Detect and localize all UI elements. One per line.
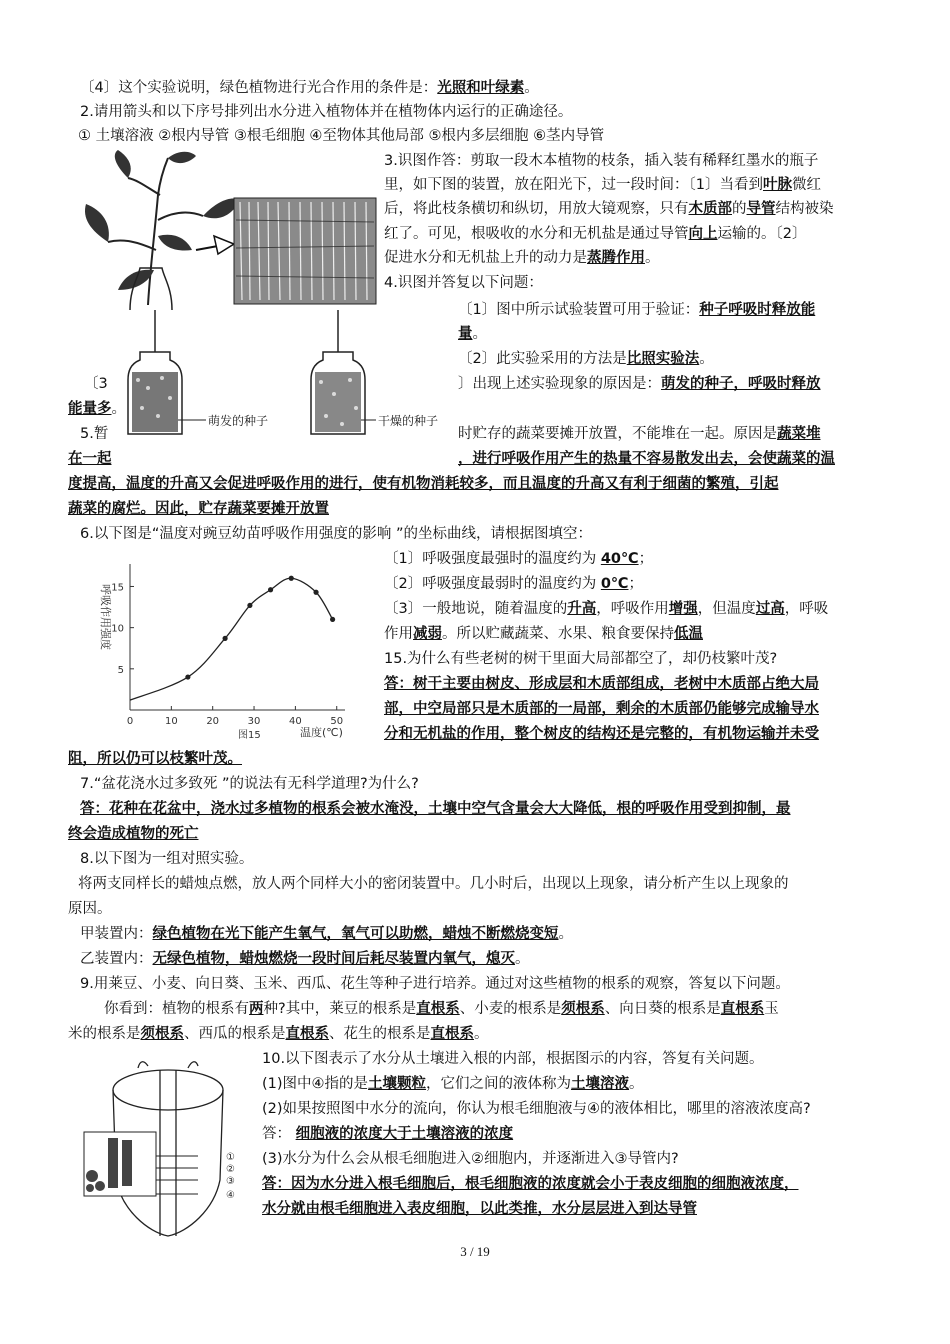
answer-text: 种子呼吸时释放能 [699,302,816,318]
question-9 [80,972,790,996]
text-segment: 时贮存的蔬菜要摊开放置，不能堆在一起。原因是 [458,426,777,442]
text-segment: 答： [262,1126,296,1142]
seed-bottles-figure [118,308,458,443]
text-line [68,1022,489,1046]
text-line [68,747,242,771]
text-segment: 将两支同样长的蜡烛点燃，放人两个同样大小的密闭装置中。几小时后，出现以上现象，请分析产生以上现象的 [78,876,789,892]
answer-text: 蒸腾作用 [587,250,645,266]
text-segment: 。 [474,1026,489,1042]
text-segment: ，呼吸 [784,601,829,617]
answer-text: 低温 [674,626,703,642]
root-absorption-figure [78,1060,258,1240]
question-4 [384,271,543,295]
data-point [268,587,273,592]
text-segment: 。 [472,326,487,342]
text-line [262,1172,799,1196]
text-segment: 〔2〕呼吸强度最弱时的温度约为 [384,576,601,592]
text-line [78,872,789,896]
question-3 [384,149,818,173]
answer-text: 直根系 [416,1001,460,1017]
text-line [458,347,714,371]
text-segment: 甲装置内： [80,926,153,942]
text-line [80,76,539,100]
text-line [458,422,821,446]
text-segment: 6.以下图是“温度对豌豆幼苗呼吸作用强度的影响 ”的坐标曲线，请根据图填空： [80,526,592,542]
x-tick-label: 30 [247,716,261,727]
text-segment: ，呼吸作用 [596,601,669,617]
root-label-4: ④ [226,1190,235,1201]
answer-text: 40℃ [600,551,639,567]
x-tick-label: 10 [164,716,178,727]
answer-text: 过高 [755,601,785,617]
answer-text: 蔬菜堆 [777,426,821,442]
answer-text: 须根系 [140,1026,184,1042]
text-segment: 。 [558,926,573,942]
label-dry-seed: 干燥的种子 [378,414,439,428]
text-segment: 乙装置内： [80,951,153,967]
text-line [80,797,791,821]
text-segment: 〔3〕一般地说，随着温度的 [384,601,568,617]
text-line [384,722,819,746]
answer-text: 终会造成植物的死亡 [68,826,199,842]
answer-text: 土壤溶液 [571,1076,630,1092]
text-line [458,298,815,322]
text-line [68,897,112,921]
answer-text: 在一起 [68,451,112,467]
text-segment: 微红 [791,177,821,193]
answer-text: 萌发的种子，呼吸时释放 [661,376,821,392]
question-6 [80,522,592,546]
text-line [68,447,112,471]
answer-text: 绿色植物在光下能产生氧气，氧气可以助燃，蜡烛不断燃烧变短 [152,926,559,942]
x-tick-label: 0 [126,716,134,727]
text-segment: 玉 [764,1001,779,1017]
text-segment: 〔1〕呼吸强度最强时的温度约为 [384,551,601,567]
text-line [384,197,834,221]
text-segment: (2)如果按照图中水分的流向，你认为根毛细胞液与④的液体相比，哪里的溶液浓度高? [262,1101,811,1117]
text-segment: 、花生的根系是 [329,1026,431,1042]
answer-text: 0℃ [600,576,629,592]
answer-text: 答：花种在花盆中，浇水过多植物的根系会被水淹没，土壤中空气含量会大大降低，根的呼吸作用受到抑制，最 [80,801,791,817]
text-segment: 。所以贮藏蔬菜、水果、粮食要保持 [442,626,674,642]
question-7 [80,772,419,796]
answer-text: 光照和叶绿素 [437,80,525,96]
answer-text: 木质部 [688,201,732,217]
text-line [384,246,660,270]
x-tick-label: 50 [330,716,344,727]
text-segment: ； [638,551,654,567]
answer-text: 向上 [688,226,718,242]
text-segment: 、西瓜的根系是 [184,1026,286,1042]
text-line [384,597,828,621]
text-segment: 。 [111,401,126,417]
text-line [384,222,806,246]
text-segment: 3.识图作答：剪取一段木本植物的枝条，插入装有稀释红墨水的瓶子 [384,153,819,169]
branch-bottle-figure [68,150,378,310]
question-5 [80,422,108,446]
text-segment: 5.暂 [80,426,109,442]
text-segment: 7.“盆花浇水过多致死 ”的说法有无科学道理?为什么? [80,776,419,792]
data-point [330,617,335,622]
text-segment: 、向日葵的根系是 [604,1001,721,1017]
text-line [458,322,487,346]
data-point [185,674,190,679]
text-segment: 。 [645,250,660,266]
text-segment: 运输的。〔2〕 [717,226,807,242]
text-segment: 红了。可见，根吸收的水分和无机盐是通过导管 [384,226,689,242]
figure-caption: 图15 [238,730,261,741]
answer-text: 比照实验法 [626,351,700,367]
text-segment: 〕出现上述实验现象的原因是： [458,376,661,392]
root-label-2: ② [226,1164,235,1175]
text-line [80,947,530,971]
text-segment: (1)图中④指的是 [262,1076,369,1092]
answer-text: 答：树干主要由树皮、形成层和木质部组成，老树中木质部占绝大局 [384,676,819,692]
text-segment: 9.用莱豆、小麦、向日葵、玉米、西瓜、花生等种子进行培养。通过对这些植物的根系的观察，答复以下问题。 [80,976,790,992]
text-line [458,447,835,471]
answer-text: 直根系 [430,1026,474,1042]
text-line [84,372,108,396]
text-line [384,547,653,571]
y-tick-label: 10 [111,623,124,635]
y-tick-label: 5 [117,664,124,676]
text-line [262,1122,513,1146]
answer-text: 减弱 [413,626,442,642]
text-segment: 你看到：植物的根系有 [104,1001,249,1017]
root-label-1: ① [226,1152,235,1163]
text-line [262,1072,644,1096]
text-segment: ，它们之间的液体称为 [426,1076,572,1092]
text-line [68,472,779,496]
text-line [262,1097,811,1121]
text-line [384,697,819,721]
answer-text: 蔬菜的腐烂。因此，贮存蔬菜要摊开放置 [68,501,329,517]
text-segment: ，但温度 [697,601,756,617]
series-line [130,578,333,700]
text-segment: 2.请用箭头和以下序号排列出水分进入植物体并在植物体内运行的正确途径。 [80,104,573,120]
text-segment: 。 [515,951,530,967]
x-axis-label: 温度(℃) [300,726,343,739]
question-2-options [78,124,604,148]
data-point [289,576,294,581]
text-segment: 4.识图并答复以下问题： [384,275,543,291]
answer-text: 量 [458,326,473,342]
text-segment: 促进水分和无机盐上升的动力是 [384,250,587,266]
data-point [247,603,252,608]
answer-text: 导管 [746,201,776,217]
answer-text: 增强 [668,601,698,617]
text-line [80,922,573,946]
text-segment: 。 [629,1076,644,1092]
text-segment: 〔1〕图中所示试验装置可用于验证： [458,302,700,318]
y-tick-label: 15 [111,582,124,594]
text-segment: 〔2〕此实验采用的方法是 [458,351,627,367]
text-segment: (3)水分为什么会从根毛细胞进入②细胞内，并逐渐进入③导管内? [262,1151,679,1167]
text-line [384,173,821,197]
y-axis-label: 呼吸作用强度 [99,584,112,650]
text-segment: 作用 [384,626,413,642]
text-segment: ① 土壤溶液 ②根内导管 ③根毛细胞 ④至物体其他局部 ⑤根内多层细胞 ⑥茎内导管 [78,128,605,144]
text-segment: 结构被染 [775,201,834,217]
text-segment: 。 [524,80,539,96]
text-segment: 〔4〕这个实验说明，绿色植物进行光合作用的条件是： [80,80,438,96]
text-line [458,372,821,396]
text-segment: 10.以下图表示了水分从土壤进入根的内部，根据图示的内容，答复有关问题。 [262,1051,764,1067]
answer-text: 升高 [567,601,597,617]
text-segment: 、小麦的根系是 [459,1001,562,1017]
respiration-temperature-chart [88,550,368,750]
answer-text: 分和无机盐的作用，整个树皮的结构还是完整的，有机物运输并未受 [384,726,819,742]
x-tick-label: 20 [206,716,220,727]
text-segment: 的 [732,201,747,217]
question-2 [80,100,572,124]
answer-text: 直根系 [285,1026,329,1042]
question-10 [262,1047,764,1071]
text-segment: 。 [699,351,714,367]
text-line [68,822,199,846]
text-segment: 原因。 [68,901,112,917]
text-segment: 〔3 [84,376,108,392]
answer-text: 部，中空局部只是木质部的一局部，剩余的木质部仍能够完成输导水 [384,701,819,717]
answer-text: 阻，所以仍可以枝繁叶茂。 [68,751,242,767]
label-germinating-seed: 萌发的种子 [208,414,269,428]
text-line [262,1147,679,1171]
answer-text: 叶脉 [762,177,792,193]
text-segment: 15.为什么有些老树的树干里面大局部都空了，却仍枝繁叶茂? [384,651,778,667]
text-segment: 8.以下图为一组对照实验。 [80,851,254,867]
page-number: 3 / 19 [460,1244,490,1259]
text-line [384,622,703,646]
question-15 [384,647,777,671]
text-line [104,997,779,1021]
answer-text: 答：因为水分进入根毛细胞后，根毛细胞液的浓度就会小于表皮细胞的细胞液浓度， [262,1176,799,1192]
answer-text: 土壤颗粒 [368,1076,427,1092]
answer-text: 无绿色植物，蜡烛燃烧一段时间后耗尽装置内氧气，熄灭 [152,951,515,967]
answer-text: 能量多 [68,401,112,417]
text-line [384,672,819,696]
root-label-3: ③ [226,1176,235,1187]
text-segment: 后，将此枝条横切和纵切，用放大镜观察，只有 [384,201,689,217]
data-point [313,590,318,595]
question-8 [80,847,253,871]
text-segment: ； [628,576,643,592]
text-segment: 米的根系是 [68,1026,141,1042]
answer-text: 细胞液的浓度大于土壤溶液的浓度 [295,1126,514,1142]
answer-text: ，进行呼吸作用产生的热量不容易散发出去，会使蔬菜的温 [458,451,835,467]
text-segment: 里，如下图的装置，放在阳光下，过一段时间：〔1〕当看到 [384,177,763,193]
data-point [222,636,227,641]
answer-text: 直根系 [720,1001,765,1017]
text-line [262,1197,697,1221]
text-segment: 种?其中，莱豆的根系是 [263,1001,417,1017]
text-line [68,497,329,521]
answer-text: 度提高，温度的升高又会促进呼吸作用的进行，使有机物消耗较多，而且温度的升高又有利于细菌的繁殖，引起 [68,476,779,492]
x-tick-label: 40 [289,716,302,727]
answer-text: 须根系 [561,1001,605,1017]
answer-text: 水分就由根毛细胞进入表皮细胞，以此类推，水分层层进入到达导管 [262,1201,697,1217]
text-line [384,572,643,596]
answer-text: 两 [249,1001,264,1017]
